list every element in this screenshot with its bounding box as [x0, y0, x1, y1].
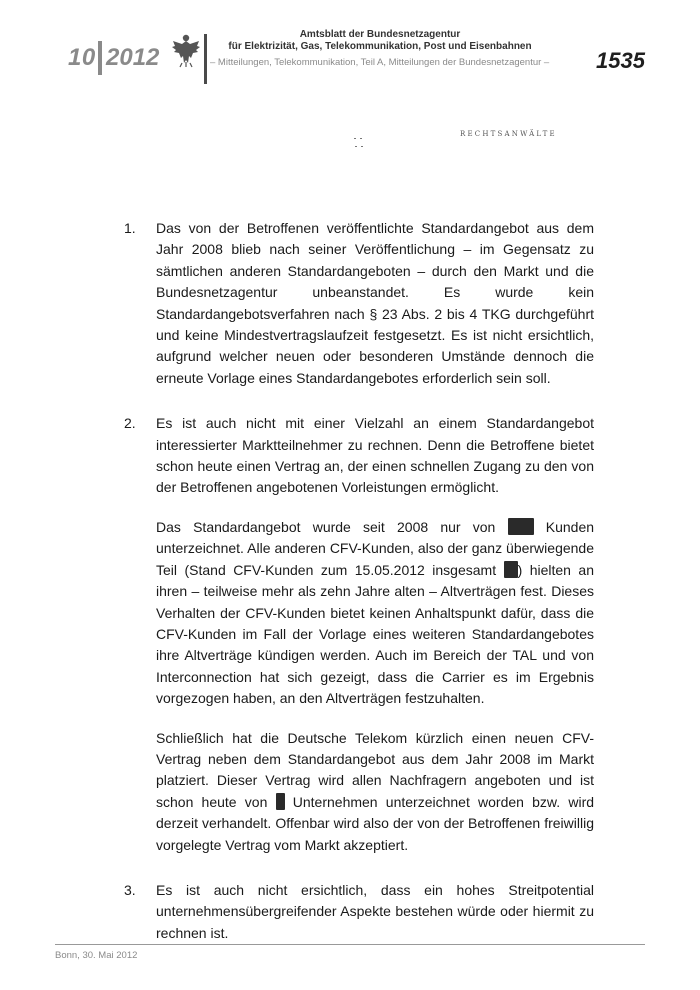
item-paragraph — [156, 517, 594, 710]
paragraph-text: Kunden unterzeichnet. Alle anderen CFV-Kunden, also der ganz überwiegende Teil (Stand CFV-Kunden zum 15.05.2012 insgesamt — [156, 518, 595, 578]
item-paragraph — [156, 728, 594, 856]
scan-specks — [352, 136, 366, 150]
publication-title-line2: für Elektrizität, Gas, Telekommunikation, Post und Eisenbahnen — [228, 41, 532, 52]
issue-year: 2012 — [106, 44, 160, 71]
list-item — [124, 880, 594, 944]
redaction-block — [508, 518, 534, 535]
publication-title-line1: Amtsblatt der Bundesnetzagentur — [299, 29, 461, 40]
page-number: 1535 — [596, 48, 645, 73]
paragraph-text: ) hielten an ihren – teilweise mehr als zehn Jahre alten – Altverträgen fest. Dieses Verhalten der CFV-Kunden bietet keinen Anhaltspunkt dafür, dass die CFV-Kunden im Fall der Vorlage eines weiteren Standardangebotes ihre Altverträge kündigen werden. Auch im Bereich der TAL und von Interconnection hat sich gezeigt, dass die Carrier es im Ergebnis vorgezogen haben, an den Altverträgen festzuhalten. — [156, 561, 595, 707]
publication-subtitle: – Mitteilungen, Telekommunikation, Teil A, Mitteilungen der Bundesnetzagentur – — [210, 57, 550, 68]
paragraph-text: Unternehmen unterzeichnet worden bzw. wird derzeit verhandelt. Offenbar wird also der von der Betroffenen freiwillig vorgelegte Vertrag vom Markt akzeptiert. — [156, 793, 595, 853]
list-item — [124, 218, 594, 389]
publication-title — [210, 29, 550, 53]
issue-number: 10 — [68, 44, 96, 71]
paragraph-text: Schließlich hat die Deutsche Telekom kürzlich einen neuen CFV-Vertrag neben dem Standardangebot aus dem Jahr 2008 im Markt platziert. Dieser Vertrag wird allen Nachfragern angeboten und ist schon heute von — [156, 729, 594, 810]
document-body — [124, 218, 594, 968]
item-number: 3. — [124, 881, 136, 898]
item-number: 2. — [124, 415, 136, 432]
redaction-block — [504, 561, 518, 578]
federal-eagle-icon — [170, 32, 202, 68]
footer-place-date: Bonn, 30. Mai 2012 — [55, 950, 138, 961]
law-firm-stamp: RECHTSANWÄLTE — [460, 130, 557, 138]
paragraph-text: Das Standardangebot wurde seit 2008 nur von — [156, 518, 496, 535]
header-divider — [204, 34, 207, 84]
item-paragraph: Es ist auch nicht ersichtlich, dass ein hohes Streitpotential unternehmensübergreifender Aspekte bestehen würde oder hiermit zu rechnen ist. — [156, 881, 594, 941]
item-paragraph: Es ist auch nicht mit einer Vielzahl an einem Standardangebot interessierter Marktteilnehmer zu rechnen. Denn die Betroffene bietet schon heute einen Vertrag an, der einen schnellen Zugang zu den von der Betroffenen angebotenen Vorleistungen ermöglicht. — [156, 415, 594, 496]
redaction-block — [276, 793, 285, 810]
list-item — [124, 413, 594, 856]
footer-divider — [55, 944, 645, 945]
item-paragraph: Das von der Betroffenen veröffentlichte Standardangebot aus dem Jahr 2008 blieb nach seiner Veröffentlichung – im Gegensatz zu sämtlichen anderen Standardangeboten – durch den Markt und die Bundesnetzagentur unbeanstandet. Es wurde kein Standardangebotsverfahren nach § 23 Abs. 2 bis 4 TKG durchgeführt und keine Mindestvertragslaufzeit festgesetzt. Es ist nicht ersichtlich, aufgrund welcher neuen oder besonderen Umstände dennoch die erneute Vorlage eines Standardangebotes erforderlich sein soll. — [156, 220, 594, 386]
item-number: 1. — [124, 220, 136, 236]
issue-divider — [98, 41, 102, 75]
